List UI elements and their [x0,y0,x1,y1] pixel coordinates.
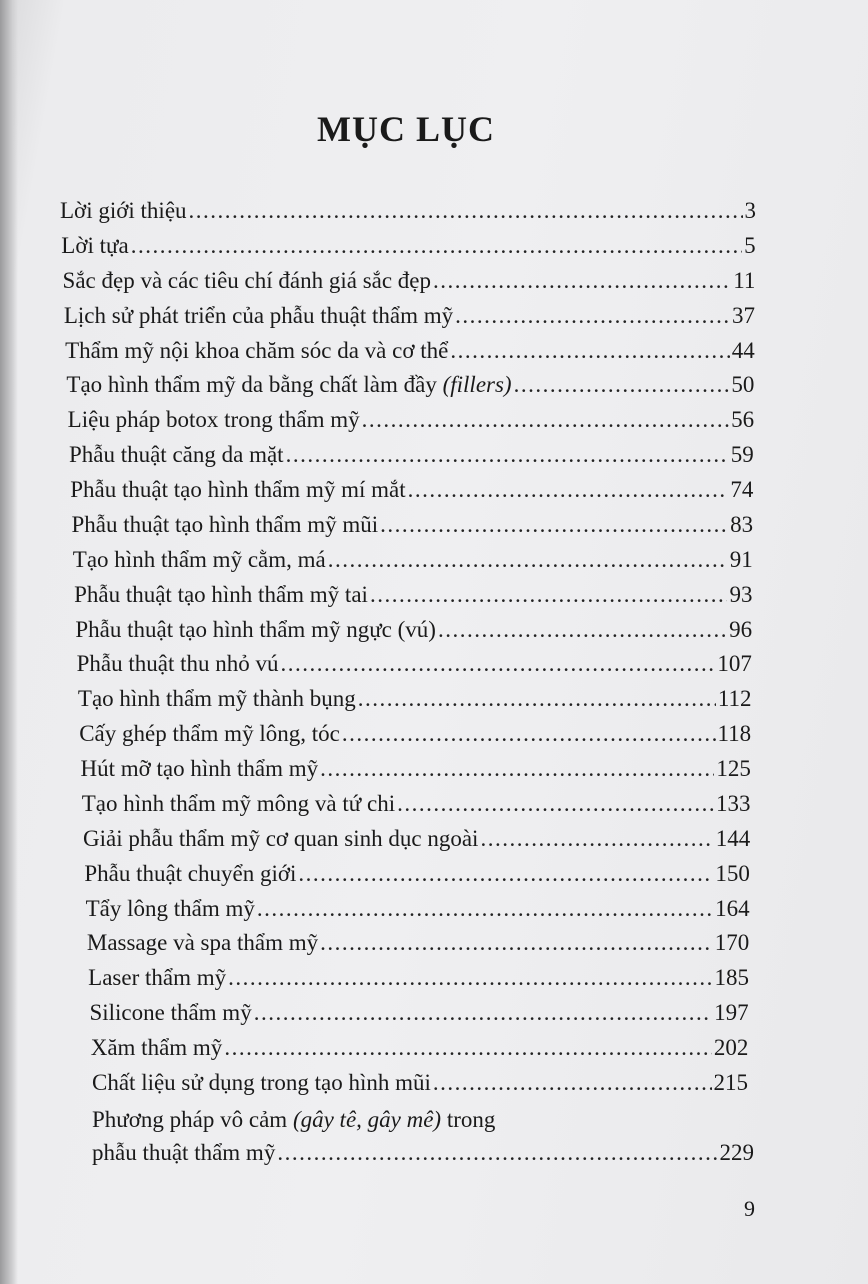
toc-entry-label [89,1000,251,1026]
toc-entry-label [75,617,436,643]
toc-entry-label-text: Sắc đẹp và các tiêu chí đánh giá sắc đẹp [62,267,432,293]
toc-entry [83,826,750,856]
toc-entry-page: 83 [730,511,754,537]
toc-leader-dots [257,896,713,922]
toc-entry-label-text: Phẫu thuật căng da mặt [68,442,284,468]
toc-leader-dots [277,1140,717,1166]
toc-entry-page: 107 [717,651,752,677]
toc-entry-label [63,268,431,294]
toc-entry-page: 93 [729,581,753,607]
toc-entry-page: 164 [715,895,750,921]
toc-entry-page: 5 [744,232,756,258]
toc-entry-label [88,965,226,991]
toc-entry-label [68,407,360,433]
toc-leader-dots [320,756,714,782]
toc-entry [92,1070,748,1100]
toc-entry-label-text: Silicone thẩm mỹ [89,1000,252,1026]
toc-entry-page: 170 [714,930,750,956]
toc-leader-dots [281,651,716,677]
toc-entry [70,477,753,507]
toc-leader-dots [450,338,729,364]
toc-entry-page: 150 [715,860,750,886]
toc-entry-label [82,791,395,817]
toc-entry-page: 125 [716,756,751,782]
toc-entry-page: 229 [719,1140,754,1165]
toc-entry [72,512,754,542]
toc-leader-dots [131,233,742,259]
toc-entry-label-text: Liệu pháp botox trong thẩm mỹ [67,407,360,433]
toc-entry-line1-suffix: trong [441,1107,496,1132]
toc-entry [75,617,752,647]
toc-leader-dots [362,407,729,433]
toc-entry-label-text: Tạo hình thẩm mỹ mông và tứ chi [81,790,396,816]
toc-entry-label-text: Giải phẫu thẩm mỹ cơ quan sinh dục ngoài [83,825,479,851]
toc-entry-page: 197 [714,1000,749,1026]
toc-leader-dots [370,582,728,608]
toc-entry [68,407,754,437]
toc-leader-dots [433,268,731,294]
toc-entry-page: 37 [732,302,756,328]
toc-leader-dots [189,198,743,224]
toc-entry [88,965,749,995]
toc-entry-label [60,198,187,224]
toc-entry-label-text: Hút mỡ tạo hình thẩm mỹ [80,756,319,782]
toc-leader-dots [320,930,713,956]
toc-entry-page: 3 [744,198,756,223]
toc-entry-label-text: Tẩy lông thẩm mỹ [85,895,255,921]
toc-leader-dots [480,826,713,852]
toc-leader-dots [224,1035,712,1061]
toc-entry [91,1035,749,1065]
toc-leader-dots [298,861,713,887]
toc-entry [86,896,750,926]
toc-entry-label [65,338,448,364]
toc-entry-label [72,512,379,538]
toc-entry-label-text: Xăm thẩm mỹ [90,1035,223,1061]
toc-entry [69,442,754,472]
toc-entry-label: phẫu thuật thẩm mỹ [92,1140,276,1165]
toc-entry-multiline [92,1107,495,1133]
toc-entry-label-text: Lời tựa [61,232,129,258]
toc-entry-page: 50 [731,372,755,398]
toc-leader-dots [342,721,716,747]
toc-entry-page: 144 [715,825,751,851]
toc-entry [63,268,756,298]
toc-entry-label-text: Phẫu thuật tạo hình thẩm mỹ ngực (vú) [75,616,436,642]
toc-entry [79,721,751,751]
toc-leader-dots [286,442,729,468]
toc-entry-label [70,477,405,503]
toc-entry-label-text: Tạo hình thẩm mỹ da bằng chất làm đầy [66,372,443,398]
toc-leader-dots [380,512,728,538]
toc-entry [77,651,752,681]
toc-entry [64,303,755,333]
toc-entry [84,861,750,891]
toc-entry-label-text: Chất liệu sử dụng trong tạo hình mũi [92,1070,431,1095]
toc-entry-page: 91 [729,546,753,572]
toc-entry [89,1000,748,1030]
toc-entry [74,582,752,612]
toc-entry-label [69,442,284,468]
toc-entry-label-text: Thẩm mỹ nội khoa chăm sóc da và cơ thể [65,337,449,363]
toc-entry-label [91,1035,223,1061]
toc-entry-label-text: Tạo hình thẩm mỹ cằm, má [72,546,326,572]
toc-entry-label [73,547,326,573]
page-number: 9 [744,1196,755,1221]
toc-entry [65,338,755,368]
toc-leader-dots [228,965,712,991]
toc-entry [61,233,755,263]
toc-entry [87,930,749,960]
toc-entry-page: 133 [716,790,751,816]
toc-entry-label-text: Phẫu thuật chuyển giới [84,860,297,886]
toc-leader-dots [328,547,728,573]
toc-entry-label-text: Phẫu thuật tạo hình thẩm mỹ mí mắt [70,477,406,503]
toc-entry-label-text: Tạo hình thẩm mỹ thành bụng [77,686,356,712]
toc-leader-dots [433,1070,712,1096]
toc-entry-label [77,651,279,677]
toc-entry-page: 74 [730,477,754,503]
toc-entry-label-text: Lịch sử phát triển của phẫu thuật thẩm mỹ [63,302,454,328]
toc-entry [80,756,750,786]
toc-entry-label-text: Lời giới thiệu [60,198,187,223]
toc-entry-label-text: Massage và spa thẩm mỹ [86,930,319,956]
toc-entry [60,198,756,228]
toc-entry-label [78,686,356,712]
toc-entry-page: 59 [730,442,754,468]
toc-entry-page: 44 [731,337,755,363]
toc-entry-page: 96 [729,616,753,642]
toc-entry-page: 112 [717,686,752,712]
toc-entry-label [86,896,255,922]
toc-entry [78,686,752,716]
toc-entry-label [87,930,318,956]
toc-entry [66,372,754,402]
toc-entry-label-text: Cấy ghép thẩm mỹ lông, tóc [79,721,340,747]
toc-entry-label [66,372,511,398]
toc-leader-dots [358,686,716,712]
toc-entry-page: 202 [713,1035,749,1061]
toc-entry-label-text: Laser thẩm mỹ [88,965,227,991]
toc-entry-label-text: Phẫu thuật tạo hình thẩm mỹ tai [74,581,368,607]
toc-leader-dots [408,477,729,503]
toc-entry-last [92,1140,754,1170]
toc-entry-label [84,861,296,887]
toc-entry-label [64,303,453,329]
toc-entry-label [61,233,128,259]
toc-leader-dots [514,372,730,398]
toc-leader-dots [254,1000,712,1026]
toc-entry-page: 118 [717,721,752,747]
toc-entry-page: 215 [713,1070,748,1095]
toc-entry [82,791,751,821]
toc-entry-label [80,756,318,782]
toc-entry-line1-prefix: Phương pháp vô cảm [92,1107,293,1132]
toc-entry-line1-italic: (gây tê, gây mê) [292,1107,442,1132]
toc-entry-label [74,582,368,608]
toc-entry-label-italic: (fillers) [442,372,512,398]
toc-leader-dots [455,303,730,329]
toc-entry-page: 56 [731,407,755,433]
page-gutter-shadow [0,0,18,1284]
page-title: MỤC LỤC [317,109,495,149]
toc-entry-label [79,721,340,747]
toc-entry-page: 11 [733,267,756,293]
toc-entry-page: 185 [714,965,749,991]
toc-entry-label [92,1070,431,1096]
toc-entry-label [83,826,478,852]
toc-entry-label-text: Phẫu thuật thu nhỏ vú [76,651,279,677]
toc-leader-dots [438,617,727,643]
toc-entry-label-text: Phẫu thuật tạo hình thẩm mỹ mũi [71,511,379,537]
toc-leader-dots [397,791,714,817]
toc-entry [73,547,753,577]
